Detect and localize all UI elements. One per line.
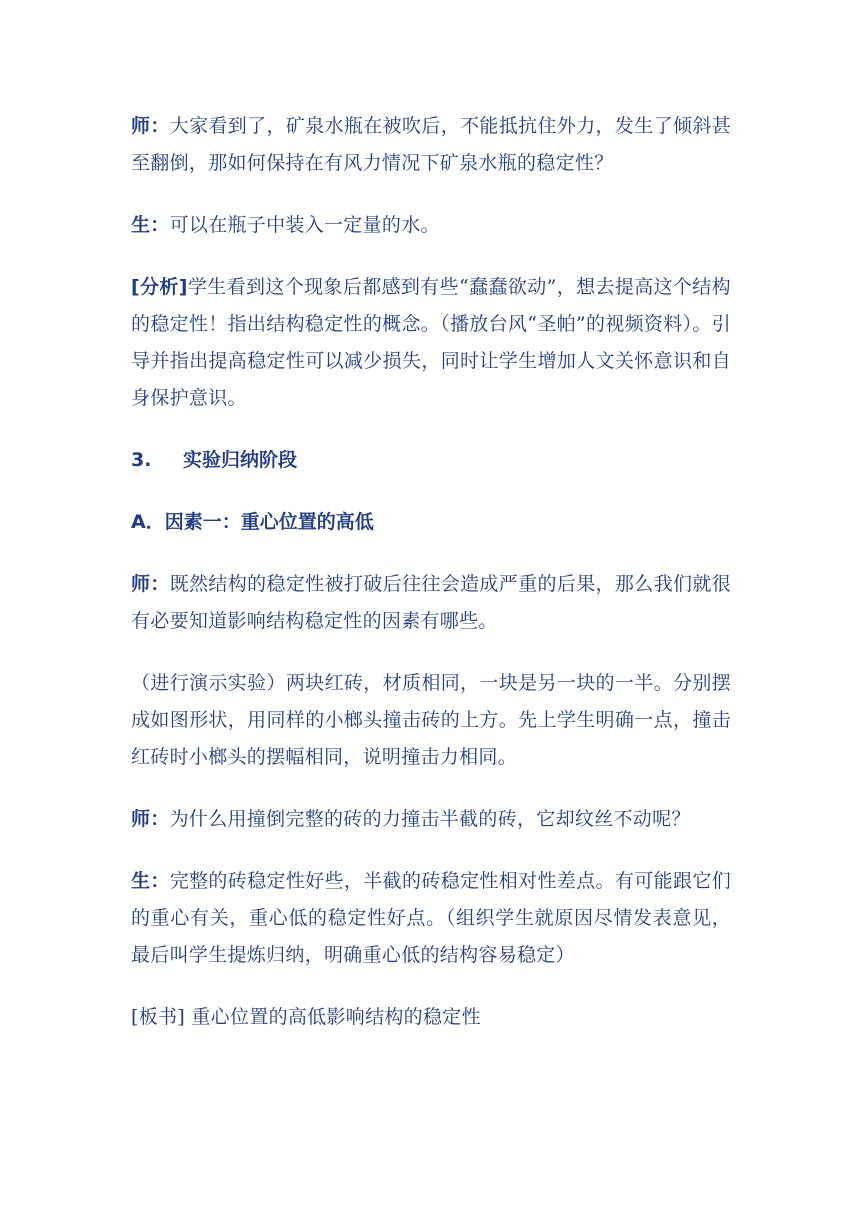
paragraph-student-1 xyxy=(131,207,731,244)
subsection-title: A．因素一：重心位置的高低 xyxy=(131,511,374,533)
paragraph-analysis xyxy=(131,269,731,417)
paragraph-text: 重心位置的高低影响结构的稳定性 xyxy=(185,1006,481,1028)
speaker-label: [板书] xyxy=(131,1006,186,1028)
document-page xyxy=(131,108,731,1061)
paragraph-text: （进行演示实验）两块红砖，材质相同，一块是另一块的一半。分别摆成如图形状，用同样的小榔头撞击砖的上方。先上学生明确一点，撞击红砖时小榔头的摆幅相同，说明撞击力相同。 xyxy=(131,672,731,768)
paragraph-teacher-2 xyxy=(131,566,731,640)
paragraph-text: 既然结构的稳定性被打破后往往会造成严重的后果，那么我们就很有必要知道影响结构稳定性的因素有哪些。 xyxy=(131,573,731,632)
paragraph-student-2 xyxy=(131,863,731,974)
paragraph-text: 为什么用撞倒完整的砖的力撞击半截的砖，它却纹丝不动呢？ xyxy=(169,808,691,830)
subsection-heading xyxy=(131,504,731,541)
paragraph-board xyxy=(131,999,731,1036)
section-title: 实验归纳阶段 xyxy=(183,449,298,471)
paragraph-text: 完整的砖稳定性好些，半截的砖稳定性相对性差点。有可能跟它们的重心有关，重心低的稳定性好点。（组织学生就原因尽情发表意见，最后叫学生提炼归纳，明确重心低的结构容易稳定） xyxy=(131,870,731,966)
speaker-label: 师： xyxy=(131,808,170,830)
paragraph-teacher-1 xyxy=(131,108,731,182)
paragraph-text: 可以在瓶子中装入一定量的水。 xyxy=(169,214,440,236)
paragraph-text: 大家看到了，矿泉水瓶在被吹后，不能抵抗住外力，发生了倾斜甚至翻倒，那如何保持在有风力情况下矿泉水瓶的稳定性？ xyxy=(131,115,731,174)
speaker-label: 师： xyxy=(131,573,170,595)
section-heading xyxy=(131,442,731,479)
paragraph-demo xyxy=(131,665,731,776)
speaker-label: [分析] xyxy=(131,276,188,298)
speaker-label: 师： xyxy=(131,115,170,137)
speaker-label: 生： xyxy=(131,214,170,236)
paragraph-text: 学生看到这个现象后都感到有些“蠢蠢欲动”，想去提高这个结构的稳定性！指出结构稳定性的概念。（播放台风“圣帕”的视频资料）。引导并指出提高稳定性可以减少损失，同时让学生增加人文关怀意识和自身保护意识。 xyxy=(131,276,731,409)
paragraph-teacher-3 xyxy=(131,801,731,838)
section-number: 3. xyxy=(131,449,152,471)
speaker-label: 生： xyxy=(131,870,170,892)
